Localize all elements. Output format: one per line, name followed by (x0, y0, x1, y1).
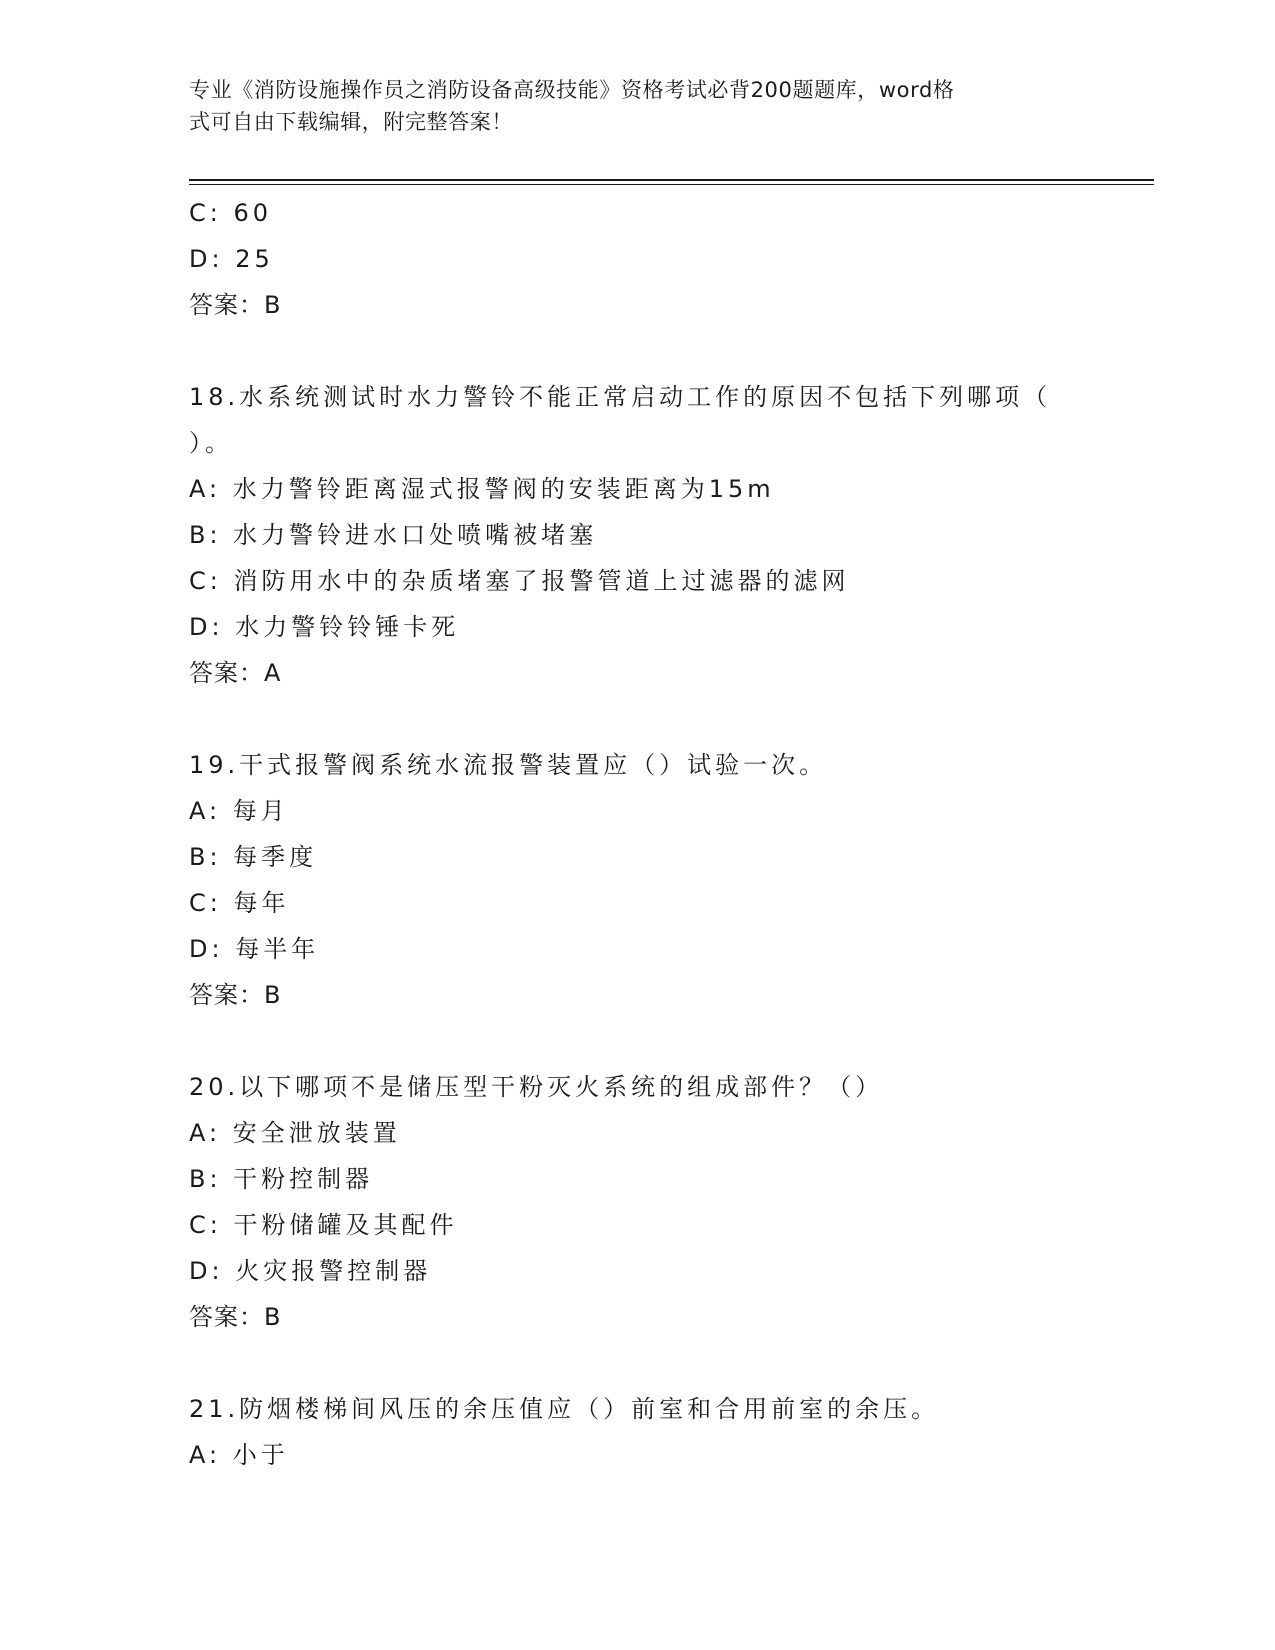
question-21 (189, 1386, 1089, 1478)
option-a: A: 每月 (189, 797, 289, 825)
header-rule-thin (189, 184, 1154, 185)
option-d: D: 25 (189, 245, 274, 273)
option-d: D: 每半年 (189, 935, 320, 963)
question-19 (189, 742, 1089, 1018)
question-text: 19.干式报警阀系统水流报警装置应（）试验一次。 (189, 751, 828, 779)
question-18 (189, 374, 1089, 696)
question-text-continued: ）。 (189, 429, 233, 457)
spacer (189, 1018, 1089, 1064)
option-b: B: 每季度 (189, 843, 318, 871)
option-a: A: 安全泄放装置 (189, 1119, 401, 1147)
header-line-1: 专业《消防设施操作员之消防设备高级技能》资格考试必背200题题库，word格 (189, 78, 955, 102)
option-a: A: 水力警铃距离湿式报警阀的安装距离为15m (189, 475, 775, 503)
question-20 (189, 1064, 1089, 1340)
header-rule-thick (189, 179, 1154, 181)
option-c: C: 干粉储罐及其配件 (189, 1211, 458, 1239)
question-text: 21.防烟楼梯间风压的余压值应（）前室和合用前室的余压。 (189, 1395, 940, 1423)
option-d: D: 水力警铃铃锤卡死 (189, 613, 460, 641)
document-header (189, 74, 1089, 138)
header-line-2: 式可自由下载编辑，附完整答案！ (189, 110, 513, 134)
option-a: A: 小于 (189, 1441, 289, 1469)
answer-line: 答案：B (189, 981, 282, 1009)
question-text: 18.水系统测试时水力警铃不能正常启动工作的原因不包括下列哪项（ (189, 383, 1052, 411)
question-list (189, 190, 1089, 1478)
answer-line: 答案：B (189, 291, 282, 319)
answer-line: 答案：B (189, 1303, 282, 1331)
question-text: 20.以下哪项不是储压型干粉灭火系统的组成部件？（） (189, 1073, 884, 1101)
question-17 (189, 190, 1089, 328)
spacer (189, 1340, 1089, 1386)
spacer (189, 696, 1089, 742)
option-c: C: 每年 (189, 889, 290, 917)
answer-line: 答案：A (189, 659, 282, 687)
option-d: D: 火灾报警控制器 (189, 1257, 432, 1285)
option-c: C: 消防用水中的杂质堵塞了报警管道上过滤器的滤网 (189, 567, 850, 595)
spacer (189, 328, 1089, 374)
option-c: C: 60 (189, 199, 273, 227)
option-b: B: 干粉控制器 (189, 1165, 374, 1193)
option-b: B: 水力警铃进水口处喷嘴被堵塞 (189, 521, 598, 549)
